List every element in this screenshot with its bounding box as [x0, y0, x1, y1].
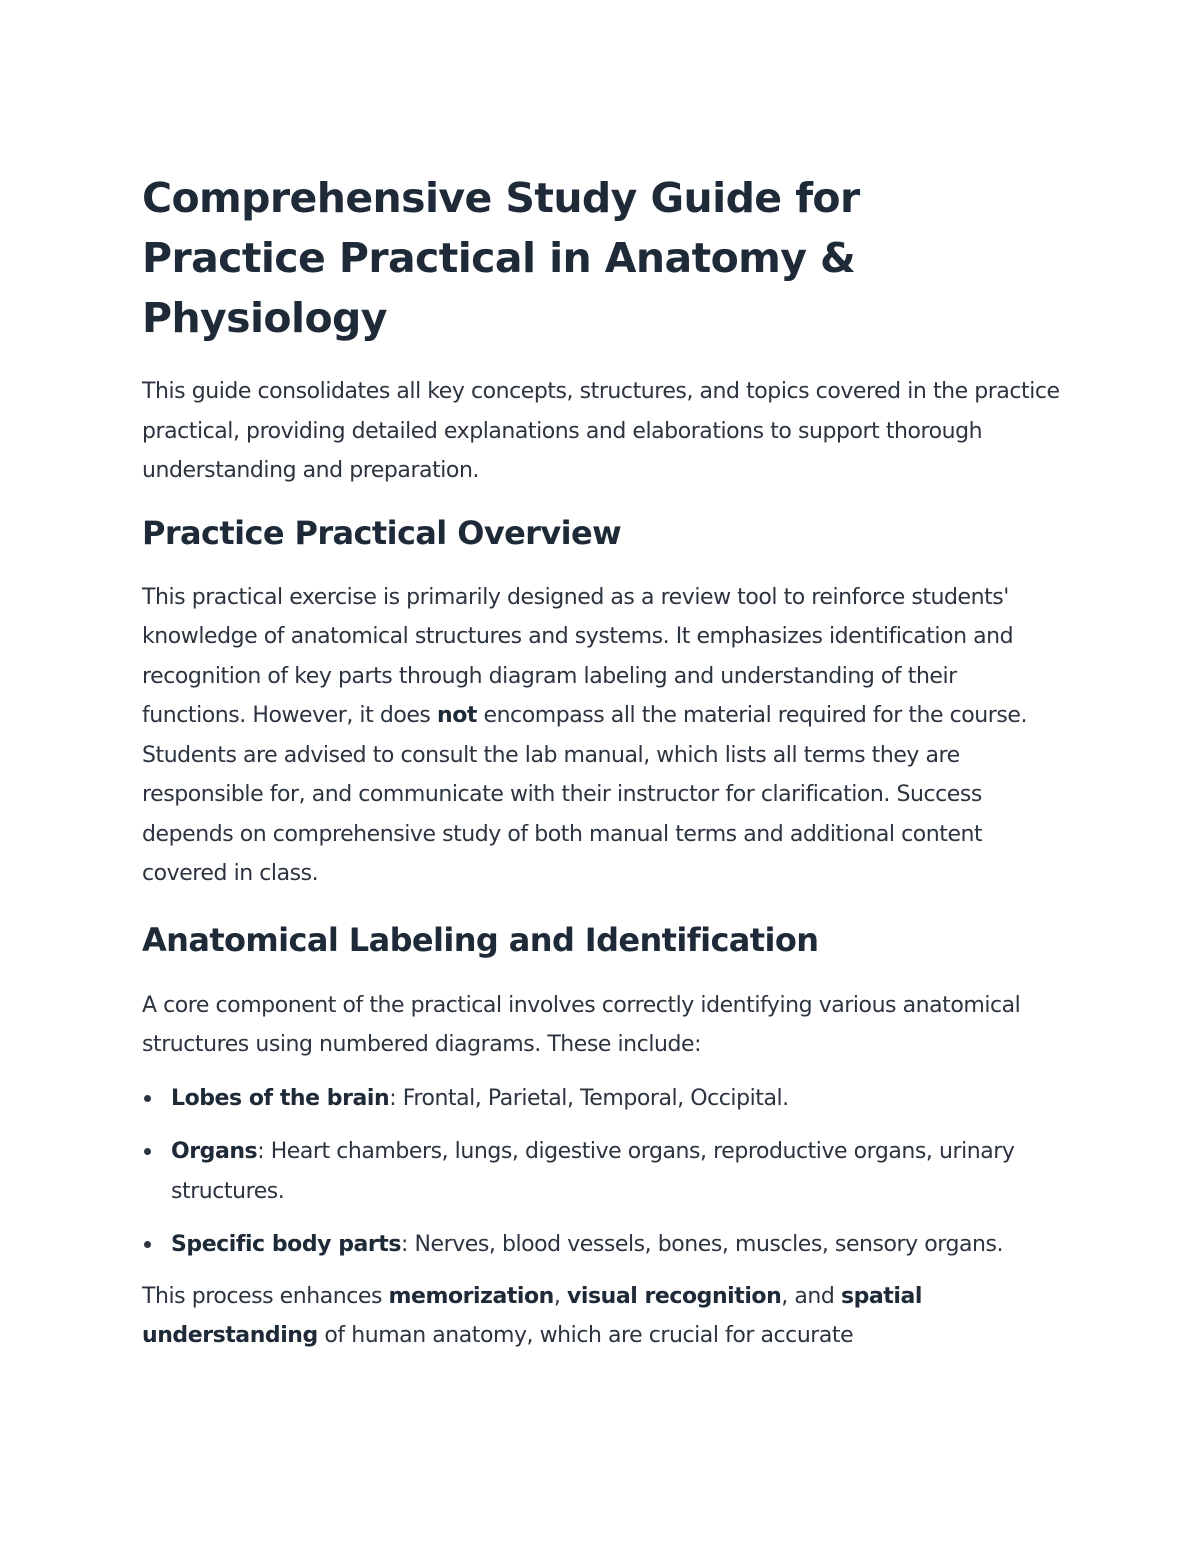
process-text-3: , and — [781, 1283, 841, 1309]
list-item-label: Specific body parts — [171, 1232, 402, 1257]
bullet-icon — [144, 1095, 151, 1102]
document-page — [142, 168, 1062, 1356]
overview-text-2: encompass all the material required for the course. Students are advised to consult the lab manual, which lists all terms they are responsible for, and communicate with their instructor for clarification. Success depends on comprehensive study of both manual terms and additional content covered in class. — [142, 703, 1028, 886]
bullet-icon — [144, 1241, 151, 1248]
list-item — [142, 1079, 1062, 1119]
section-heading-anatomical: Anatomical Labeling and Identification — [142, 920, 819, 959]
anatomical-intro-paragraph: A core component of the practical involves correctly identifying various anatomical structures using numbered diagrams. These include: — [142, 992, 1021, 1057]
process-paragraph — [142, 1277, 1062, 1356]
bullet-icon — [144, 1148, 151, 1155]
process-emphasis-1: memorization — [388, 1283, 554, 1309]
process-text-1: This process enhances — [142, 1283, 389, 1309]
list-item-text: : Heart chambers, lungs, digestive organs, reproductive organs, urinary structures. — [171, 1139, 1015, 1204]
list-item-label: Organs — [171, 1139, 258, 1164]
list-item-text: : Nerves, blood vessels, bones, muscles, sensory organs. — [401, 1232, 1004, 1257]
section-heading-overview: Practice Practical Overview — [142, 513, 622, 552]
process-text-4: of human anatomy, which are crucial for accurate — [317, 1323, 854, 1348]
list-item-text: : Frontal, Parietal, Temporal, Occipital. — [389, 1085, 789, 1111]
process-emphasis-3: spatial understanding — [142, 1283, 922, 1348]
structure-list — [142, 1079, 1062, 1265]
list-item-label: Lobes of the brain — [171, 1085, 390, 1111]
process-text-2: , — [553, 1283, 567, 1309]
process-emphasis-2: visual recognition — [566, 1283, 782, 1309]
page-title: Comprehensive Study Guide for Practice Practical in Anatomy & Physiology — [142, 174, 860, 342]
intro-paragraph: This guide consolidates all key concepts, structures, and topics covered in the practice practical, providing detailed explanations and elaborations to support thorough understanding and preparation. — [142, 379, 1060, 483]
overview-emphasis: not — [436, 703, 477, 728]
overview-text-1: This practical exercise is primarily designed as a review tool to reinforce students' knowledge of anatomical structures and systems. It emphasizes identification and recognition of key parts through diagram labeling and understanding of their functions. However, it does — [142, 584, 1014, 728]
list-item — [142, 1132, 1062, 1211]
list-item — [142, 1225, 1062, 1265]
overview-paragraph — [142, 578, 1062, 894]
